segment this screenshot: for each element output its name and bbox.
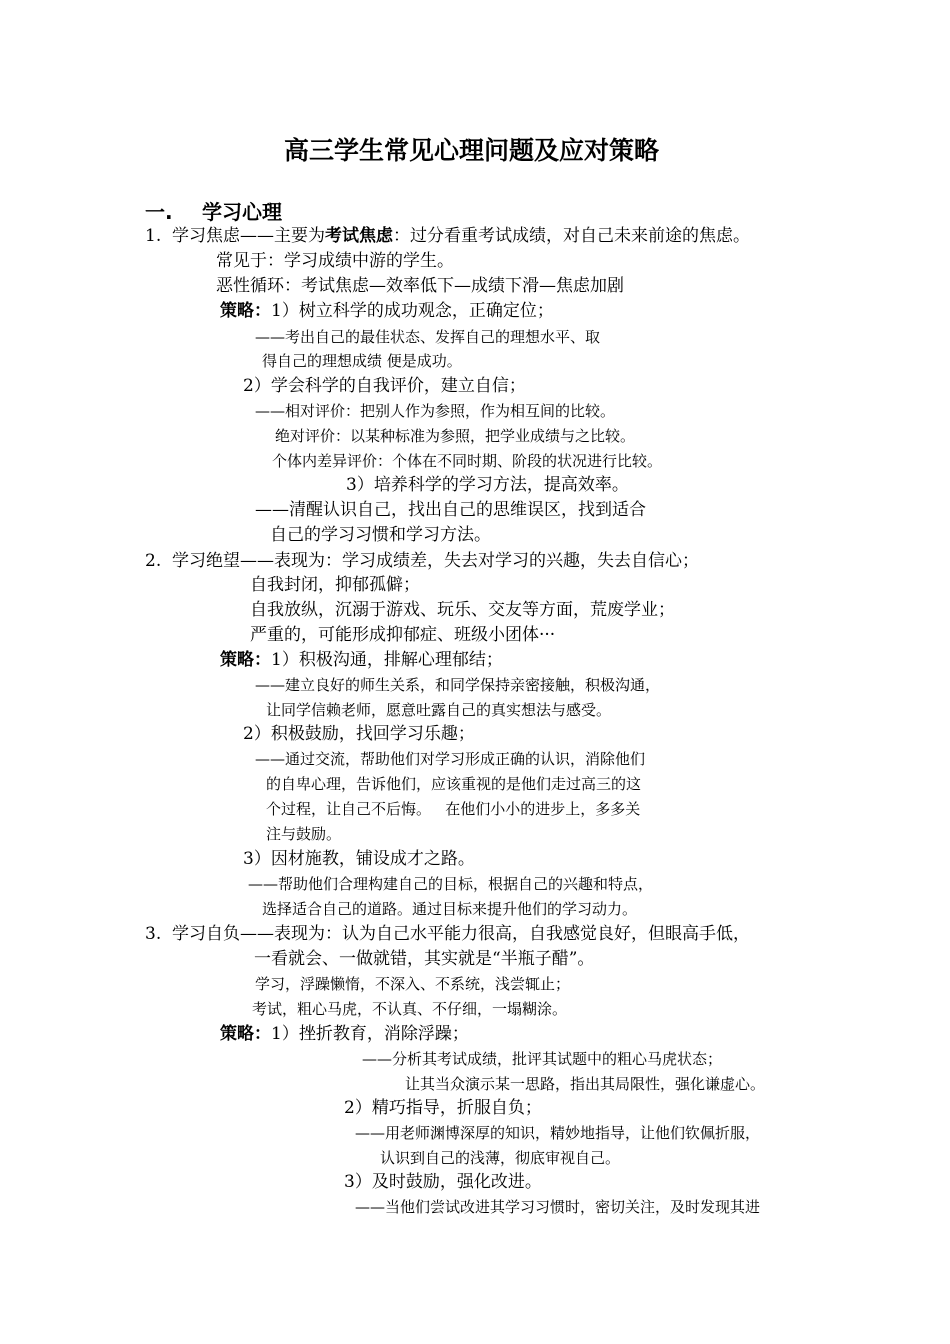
item-name: 学习焦虑—— xyxy=(172,226,274,246)
text-line: 让同学信赖老师，愿意吐露自己的真实想法与感受。 xyxy=(266,701,612,719)
text-line: 让其当众演示某一思路，指出其局限性，强化谦虚心。 xyxy=(405,1075,766,1093)
text-line: 一看就会、一做就错，其实就是“半瓶子醋”。 xyxy=(254,949,595,969)
strategy-text: 2）学会科学的自我评价，建立自信； xyxy=(243,376,526,396)
text-line: ——建立良好的师生关系，和同学保持亲密接触，积极沟通， xyxy=(255,676,661,694)
text-line: ——考出自己的最佳状态、发挥自己的理想水平、取 xyxy=(255,328,601,346)
strategy-text: 1）积极沟通，排解心理郁结； xyxy=(271,650,503,670)
text-line: 考试，粗心马虎，不认真、不仔细，一塌糊涂。 xyxy=(252,1000,568,1018)
document-title: 高三学生常见心理问题及应对策略 xyxy=(284,136,660,165)
text-line: 自我放纵，沉溺于游戏、玩乐、交友等方面，荒废学业； xyxy=(250,600,675,620)
text-line: 常见于：学习成绩中游的学生。 xyxy=(216,251,454,271)
strategy-line xyxy=(220,652,503,669)
strategy-text: 1）挫折教育，消除浮躁； xyxy=(271,1024,469,1044)
text-line: 自己的学习习惯和学习方法。 xyxy=(270,525,491,545)
item-lead: 主要为 xyxy=(274,226,325,246)
text-line: 的自卑心理，告诉他们，应该重视的是他们走过高三的这 xyxy=(266,775,642,793)
text-line: 严重的，可能形成抑郁症、班级小团体··· xyxy=(250,625,556,645)
text-line: ——分析其考试成绩，批评其试题中的粗心马虎状态； xyxy=(362,1050,723,1068)
text-line: ——当他们尝试改进其学习习惯时，密切关注，及时发现其进 xyxy=(355,1198,761,1216)
text-line: ——相对评价：把别人作为参照，作为相互间的比较。 xyxy=(255,402,616,420)
strategy-line xyxy=(220,303,554,320)
strategy-text: 3）及时鼓励，强化改进。 xyxy=(344,1172,542,1192)
text-line: 认识到自己的浅薄，彻底审视自己。 xyxy=(380,1149,621,1167)
item-heading-line: 学习绝望——表现为：学习成绩差，失去对学习的兴趣，失去自信心； xyxy=(172,551,699,571)
strategy-text: 2）积极鼓励，找回学习乐趣； xyxy=(243,724,475,744)
strategy-text: 3）因材施教，铺设成才之路。 xyxy=(243,849,475,869)
strategy-line xyxy=(220,1026,469,1043)
item-heading-line: 学习自负——表现为：认为自己水平能力很高，自我感觉良好，但眼高手低， xyxy=(172,924,750,944)
text-line: ——通过交流，帮助他们对学习形成正确的认识，消除他们 xyxy=(255,750,646,768)
text-line: 恶性循环：考试焦虑—效率低下—成绩下滑—焦虑加剧 xyxy=(216,276,624,296)
item-description: ：过分看重考试成绩，对自己未来前途的焦虑。 xyxy=(393,226,750,246)
text-line: 选择适合自己的道路。通过目标来提升他们的学习动力。 xyxy=(262,900,638,918)
text-line: 学习，浮躁懒惰，不深入、不系统，浅尝辄止； xyxy=(255,975,571,993)
text-line: 个体内差异评价：个体在不同时期、阶段的状况进行比较。 xyxy=(272,452,663,470)
strategy-label: 策略： xyxy=(220,1024,271,1044)
item-number: 2. xyxy=(145,551,162,571)
strategy-label: 策略： xyxy=(220,650,271,670)
item-number: 1. xyxy=(145,226,162,246)
item-key-term: 考试焦虑 xyxy=(325,226,393,246)
strategy-text: 3）培养科学的学习方法，提高效率。 xyxy=(346,475,629,495)
item-heading-line xyxy=(172,228,750,245)
text-line: 绝对评价：以某种标准为参照，把学业成绩与之比较。 xyxy=(275,427,636,445)
section-number: 一. xyxy=(145,200,173,224)
strategy-text: 1）树立科学的成功观念，正确定位； xyxy=(271,301,554,321)
text-line: ——用老师渊博深厚的知识，精妙地指导，让他们钦佩折服， xyxy=(355,1124,761,1142)
strategy-label: 策略： xyxy=(220,301,271,321)
text-line: ——帮助他们合理构建自己的目标，根据自己的兴趣和特点， xyxy=(248,875,654,893)
section-heading: 学习心理 xyxy=(202,200,282,224)
text-line: ——清醒认识自己，找出自己的思维误区，找到适合 xyxy=(255,500,646,520)
text-line: 个过程，让自己不后悔。 在他们小小的进步上，多多关 xyxy=(266,800,641,818)
text-line: 注与鼓励。 xyxy=(266,825,342,843)
item-number: 3. xyxy=(145,924,162,944)
strategy-text: 2）精巧指导，折服自负； xyxy=(344,1098,542,1118)
text-line: 自我封闭，抑郁孤僻； xyxy=(250,575,420,595)
text-line: 得自己的理想成绩 便是成功。 xyxy=(262,352,462,370)
